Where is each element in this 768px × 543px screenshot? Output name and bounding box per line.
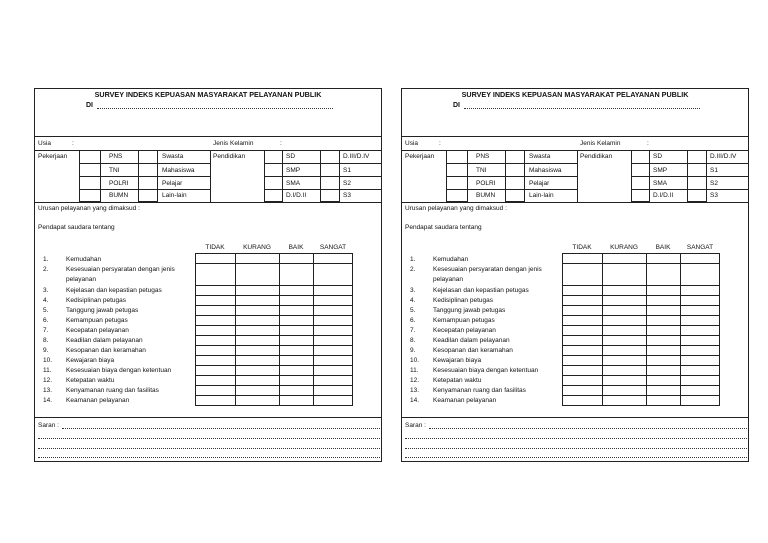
item-number: 5. (43, 307, 49, 314)
item-number: 3. (43, 287, 49, 294)
option-s1: S1 (710, 167, 718, 174)
pendidikan-label: Pendidikan (580, 153, 613, 160)
item-number: 6. (410, 317, 416, 324)
jenis-kelamin-label: Jenis Kelamin (213, 140, 254, 147)
item-number: 4. (410, 297, 416, 304)
checkbox-lain-lain[interactable] (138, 189, 158, 202)
item-text: Kesopanan dan keramahan (433, 347, 513, 354)
pendidikan-label: Pendidikan (213, 153, 246, 160)
checkbox-polri[interactable] (79, 176, 101, 190)
item-text: Keamanan pelayanan (66, 397, 130, 404)
item-text: Kemampuan petugas (66, 317, 128, 324)
item-text: Ketepatan waktu (433, 377, 482, 384)
divider (402, 417, 748, 418)
checkbox-bumn[interactable] (446, 189, 468, 202)
scale-kurang: KURANG (610, 244, 638, 251)
item-number: 1. (410, 256, 416, 263)
divider (35, 136, 381, 137)
checkbox-tni[interactable] (446, 163, 468, 177)
usia-colon: : (439, 140, 441, 147)
item-number: 11. (43, 367, 52, 374)
usia-label: Usia (405, 140, 419, 147)
divider (402, 136, 748, 137)
item-text: Keadilan dalam pelayanan (66, 337, 143, 344)
item-number: 2. (410, 266, 416, 273)
item-text-continued: pelayanan (66, 276, 96, 283)
item-text: Kenyamanan ruang dan fasilitas (66, 387, 159, 394)
item-number: 7. (410, 327, 416, 334)
checkbox-s3[interactable] (687, 189, 707, 202)
checkbox-swasta[interactable] (138, 150, 158, 164)
saran-label: Saran : (38, 422, 59, 429)
item-text: Kesesuaian persyaratan dengan jenis (433, 266, 542, 273)
option-s2: S2 (343, 180, 351, 187)
option-sma: SMA (653, 180, 668, 187)
survey-form-right (401, 88, 749, 462)
checkbox-sma[interactable] (631, 176, 650, 190)
option-d3-d4: D.III/D.IV (710, 153, 737, 160)
item-text: Kecepatan pelayanan (66, 327, 129, 334)
checkbox-pelajar[interactable] (505, 176, 525, 190)
item-number: 8. (43, 337, 49, 344)
scale-sangat: SANGAT (319, 244, 347, 251)
item-number: 2. (43, 266, 49, 273)
saran-line[interactable] (429, 428, 747, 429)
item-number: 10. (410, 357, 420, 364)
item-number: 5. (410, 307, 416, 314)
checkbox-pns[interactable] (446, 150, 468, 164)
option-pns: PNS (476, 153, 490, 160)
option-lain-lain: Lain-lain (529, 192, 554, 199)
item-text: Kewajaran biaya (66, 357, 115, 364)
form-title: SURVEY INDEKS KEPUASAN MASYARAKAT PELAYANAN PUBLIK (94, 90, 322, 99)
checkbox-swasta[interactable] (505, 150, 525, 164)
scale-sangat: SANGAT (686, 244, 714, 251)
scale-baik: BAIK (288, 244, 304, 251)
checkbox-s2[interactable] (687, 176, 707, 190)
item-text: Kenyamanan ruang dan fasilitas (433, 387, 526, 394)
option-d1-d2: D.I/D.II (653, 192, 674, 199)
checkbox-d3-d4[interactable] (320, 150, 340, 164)
item-number: 10. (43, 357, 53, 364)
item-number: 4. (43, 297, 49, 304)
option-pelajar: Pelajar (162, 180, 183, 187)
checkbox-bumn[interactable] (79, 189, 101, 202)
checkbox-pelajar[interactable] (138, 176, 158, 190)
pekerjaan-label: Pekerjaan (38, 153, 68, 160)
pekerjaan-label: Pekerjaan (405, 153, 435, 160)
divider (35, 417, 381, 418)
option-lain-lain: Lain-lain (162, 192, 187, 199)
checkbox-d1-d2[interactable] (264, 189, 283, 202)
divider (35, 202, 381, 203)
saran-line[interactable] (405, 438, 747, 439)
survey-form-left (34, 88, 382, 462)
di-location-field[interactable] (464, 108, 700, 109)
jenis-kelamin-colon: : (647, 140, 649, 147)
item-text: Kesesuaian persyaratan dengan jenis (66, 266, 175, 273)
item-text: Kecepatan pelayanan (433, 327, 496, 334)
item-number: 9. (43, 347, 49, 354)
checkbox-smp[interactable] (631, 163, 650, 177)
checkbox-pns[interactable] (79, 150, 101, 164)
item-number: 12. (43, 377, 53, 384)
item-number: 1. (43, 256, 49, 263)
urusan-label: Urusan pelayanan yang dimaksud : (38, 205, 140, 212)
di-label: DI (86, 102, 93, 109)
item-text: Kesesuaian biaya dengan ketentuan (433, 367, 539, 374)
item-number: 13. (43, 387, 53, 394)
item-number: 13. (410, 387, 420, 394)
jenis-kelamin-colon: : (280, 140, 282, 147)
item-number: 7. (43, 327, 49, 334)
checkbox-sma[interactable] (264, 176, 283, 190)
item-text: Kemampuan petugas (433, 317, 495, 324)
saran-line[interactable] (405, 457, 747, 458)
item-text: Keadilan dalam pelayanan (433, 337, 510, 344)
option-s3: S3 (343, 192, 351, 199)
option-d1-d2: D.I/D.II (286, 192, 307, 199)
item-number: 14. (43, 397, 53, 404)
option-polri: POLRI (476, 180, 496, 187)
form-title: SURVEY INDEKS KEPUASAN MASYARAKAT PELAYANAN PUBLIK (461, 90, 689, 99)
option-s1: S1 (343, 167, 351, 174)
option-d3-d4: D.III/D.IV (343, 153, 370, 160)
item-text: Tanggung jawab petugas (66, 307, 139, 314)
item-text: Kejelasan dan kepastian petugas (66, 287, 162, 294)
usia-label: Usia (38, 140, 52, 147)
item-text: Ketepatan waktu (66, 377, 115, 384)
option-s3: S3 (710, 192, 718, 199)
item-text-continued: pelayanan (433, 276, 463, 283)
item-text: Kejelasan dan kepastian petugas (433, 287, 529, 294)
option-bumn: BUMN (476, 192, 496, 199)
option-s2: S2 (710, 180, 718, 187)
checkbox-d3-d4[interactable] (687, 150, 707, 164)
checkbox-polri[interactable] (446, 176, 468, 190)
item-number: 12. (410, 377, 420, 384)
option-smp: SMP (653, 167, 668, 174)
option-tni: TNI (476, 167, 487, 174)
item-text: Kedisiplinan petugas (433, 297, 493, 304)
checkbox-smp[interactable] (264, 163, 283, 177)
checkbox-sd[interactable] (631, 150, 650, 164)
divider (402, 202, 748, 203)
option-polri: POLRI (109, 180, 129, 187)
saran-label: Saran : (405, 422, 426, 429)
checkbox-lain-lain[interactable] (505, 189, 525, 202)
jenis-kelamin-label: Jenis Kelamin (580, 140, 621, 147)
option-tni: TNI (109, 167, 120, 174)
item-text: Tanggung jawab petugas (433, 307, 506, 314)
checkbox-s2[interactable] (320, 176, 340, 190)
item-text: Kemudahan (433, 256, 469, 263)
pendapat-label: Pendapat saudara tentang (405, 224, 482, 231)
item-number: 6. (43, 317, 49, 324)
urusan-label: Urusan pelayanan yang dimaksud : (405, 205, 507, 212)
option-swasta: Swasta (162, 153, 184, 160)
item-number: 3. (410, 287, 416, 294)
checkbox-s1[interactable] (320, 163, 340, 177)
item-text: Keamanan pelayanan (433, 397, 497, 404)
option-sd: SD (286, 153, 296, 160)
option-smp: SMP (286, 167, 301, 174)
option-pelajar: Pelajar (529, 180, 550, 187)
item-number: 9. (410, 347, 416, 354)
checkbox-d1-d2[interactable] (631, 189, 650, 202)
checkbox-mahasiswa[interactable] (505, 163, 525, 177)
scale-kurang: KURANG (243, 244, 271, 251)
item-text: Kesesuaian biaya dengan ketentuan (66, 367, 172, 374)
checkbox-s3[interactable] (320, 189, 340, 202)
saran-line[interactable] (62, 428, 380, 429)
checkbox-sd[interactable] (264, 150, 283, 164)
option-sma: SMA (286, 180, 301, 187)
option-bumn: BUMN (109, 192, 129, 199)
saran-line[interactable] (405, 448, 747, 449)
option-mahasiswa: Mahasiswa (529, 167, 562, 174)
item-text: Kedisiplinan petugas (66, 297, 126, 304)
pendapat-label: Pendapat saudara tentang (38, 224, 115, 231)
checkbox-tni[interactable] (79, 163, 101, 177)
option-pns: PNS (109, 153, 123, 160)
item-number: 11. (410, 367, 419, 374)
scale-baik: BAIK (655, 244, 671, 251)
usia-colon: : (72, 140, 74, 147)
item-text: Kesopanan dan keramahan (66, 347, 146, 354)
item-number: 14. (410, 397, 420, 404)
scale-tidak: TIDAK (572, 244, 592, 251)
item-number: 8. (410, 337, 416, 344)
scale-tidak: TIDAK (205, 244, 225, 251)
checkbox-mahasiswa[interactable] (138, 163, 158, 177)
item-text: Kemudahan (66, 256, 102, 263)
di-label: DI (453, 102, 460, 109)
item-text: Kewajaran biaya (433, 357, 482, 364)
saran-line[interactable] (38, 448, 380, 449)
option-swasta: Swasta (529, 153, 551, 160)
di-location-field[interactable] (97, 108, 333, 109)
option-sd: SD (653, 153, 663, 160)
saran-line[interactable] (38, 438, 380, 439)
saran-line[interactable] (38, 457, 380, 458)
checkbox-s1[interactable] (687, 163, 707, 177)
option-mahasiswa: Mahasiswa (162, 167, 195, 174)
